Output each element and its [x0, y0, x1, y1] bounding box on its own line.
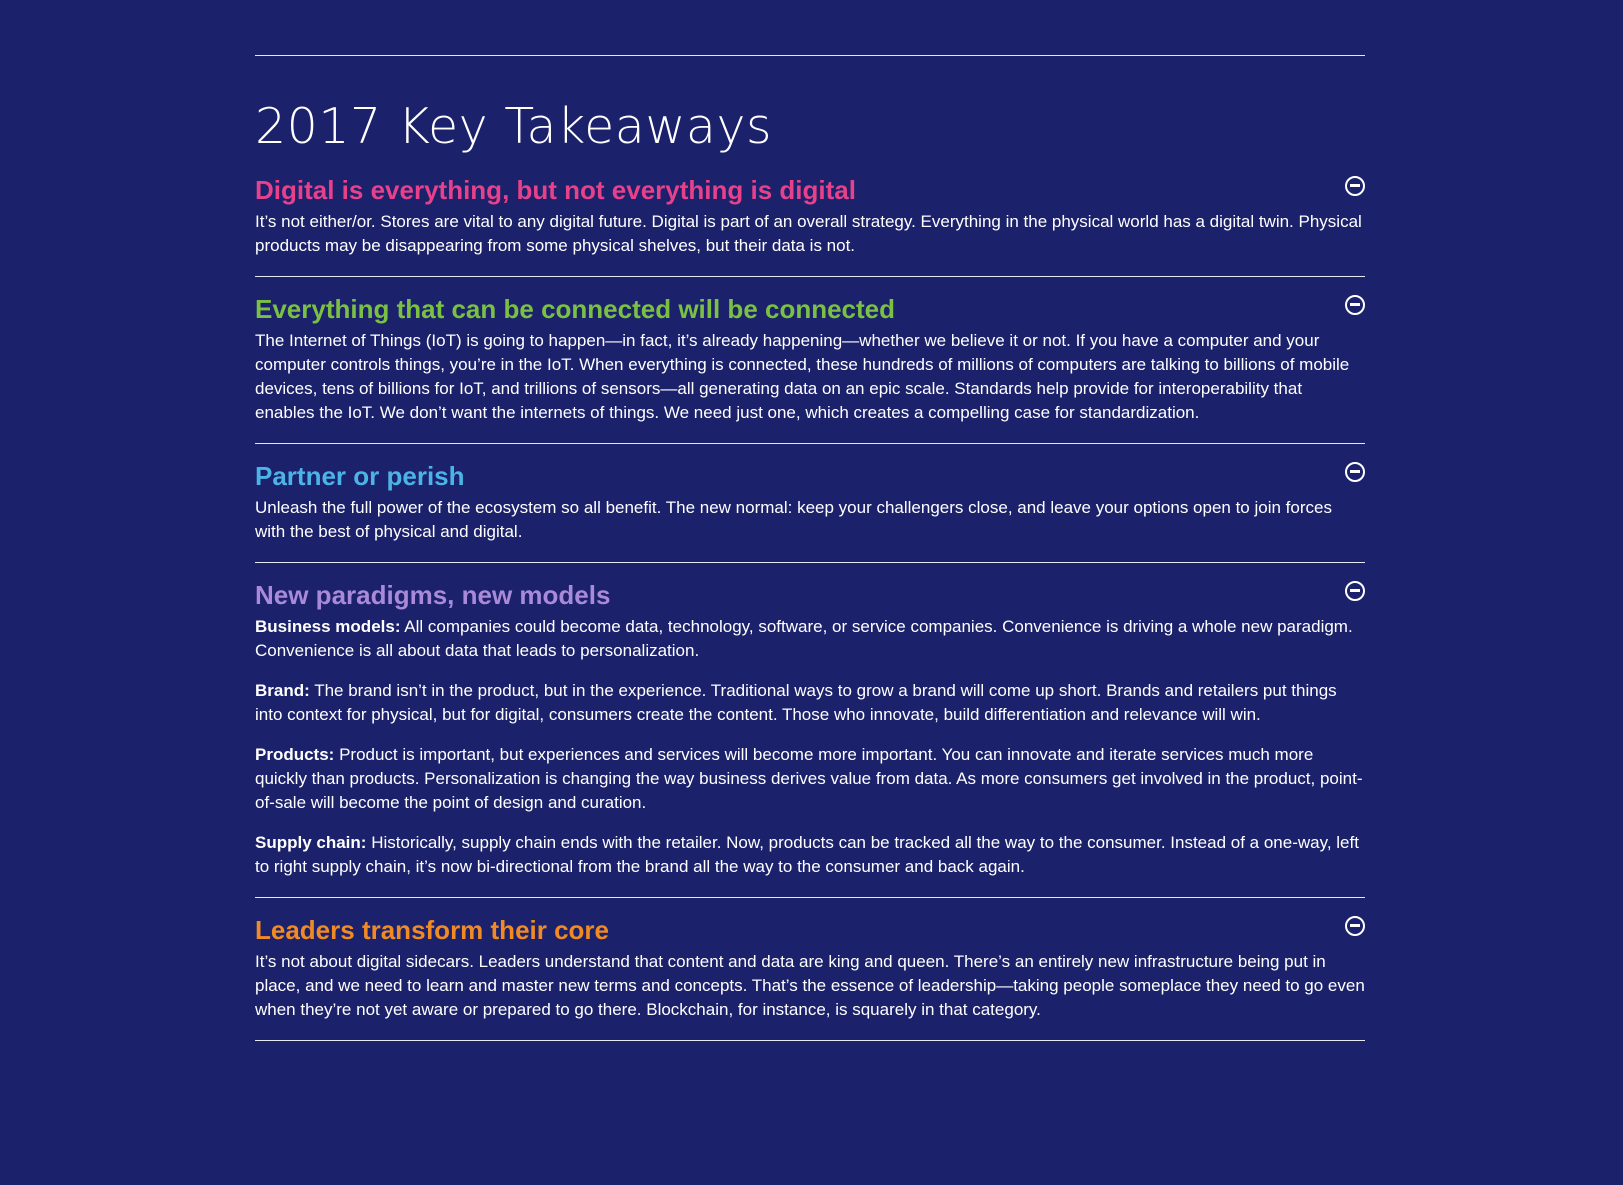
section-leaders: [255, 910, 1365, 1041]
section-title: Everything that can be connected will be connected: [255, 293, 896, 324]
paragraph-label: Products:: [255, 744, 335, 764]
section-title: Leaders transform their core: [255, 914, 610, 945]
section-title: Partner or perish: [255, 460, 465, 491]
paragraph-text: It’s not either/or. Stores are vital to any digital future. Digital is part of an overall strategy. Everything in the physical world has a digital twin. Physical products may be disappearing from some physical shelves, but their data is not.: [255, 211, 1362, 255]
section-paragraph: [255, 743, 1365, 815]
section-paradigms: [255, 575, 1365, 898]
section-header[interactable]: [255, 289, 1365, 329]
paragraph-text: Product is important, but experiences and services will become more important. You can innovate and iterate services much more quickly than products. Personalization is changing the way business derives value from data. As more consumers get involved in the product, point-of-sale will become the point of design and curation.: [255, 744, 1363, 812]
section-paragraph: [255, 679, 1365, 727]
minus-circle-icon[interactable]: [1345, 176, 1365, 196]
section-title: New paradigms, new models: [255, 579, 611, 610]
section-paragraph: [255, 831, 1365, 879]
minus-circle-icon[interactable]: [1345, 462, 1365, 482]
paragraph-label: Brand:: [255, 680, 310, 700]
section-digital: [255, 170, 1365, 277]
section-header[interactable]: [255, 910, 1365, 950]
section-header[interactable]: [255, 575, 1365, 615]
takeaways-container: [255, 0, 1365, 1041]
paragraph-text: The Internet of Things (IoT) is going to happen—in fact, it’s already happening—whether we believe it or not. If you have a computer and your computer controls things, you’re in the IoT. When everything is connected, these hundreds of millions of computers are talking to billions of mobile devices, tens of billions for IoT, and trillions of sensors—all generating data on an epic scale. Standards help provide for interoperability that enables the IoT. We don’t want the internets of things. We need just one, which creates a compelling case for standardization.: [255, 330, 1350, 422]
minus-circle-icon[interactable]: [1345, 581, 1365, 601]
paragraph-text: The brand isn’t in the product, but in the experience. Traditional ways to grow a brand will come up short. Brands and retailers put things into context for physical, but for digital, consumers create the content. Those who innovate, build differentiation and relevance will win.: [255, 680, 1337, 724]
section-header[interactable]: [255, 170, 1365, 210]
section-paragraph: [255, 329, 1365, 425]
minus-circle-icon[interactable]: [1345, 916, 1365, 936]
paragraph-text: Historically, supply chain ends with the retailer. Now, products can be tracked all the way to the consumer. Instead of a one-way, left to right supply chain, it’s now bi-directional from the brand all the way to the consumer and back again.: [255, 832, 1359, 876]
section-paragraph: [255, 210, 1365, 258]
section-title: Digital is everything, but not everything is digital: [255, 174, 856, 205]
page-title: 2017 Key Takeaways: [255, 98, 772, 155]
section-partner: [255, 456, 1365, 563]
minus-circle-icon[interactable]: [1345, 295, 1365, 315]
top-divider: [255, 55, 1365, 56]
paragraph-label: Supply chain:: [255, 832, 367, 852]
paragraph-label: Business models:: [255, 616, 401, 636]
paragraph-text: It’s not about digital sidecars. Leaders understand that content and data are king and queen. There’s an entirely new infrastructure being put in place, and we need to learn and master new terms and concepts. That’s the essence of leadership—taking people someplace they need to go even when they’re not yet aware or prepared to go there. Blockchain, for instance, is squarely in that category.: [255, 951, 1365, 1019]
section-paragraph: [255, 615, 1365, 663]
paragraph-text: Unleash the full power of the ecosystem so all benefit. The new normal: keep your challengers close, and leave your options open to join forces with the best of physical and digital.: [255, 497, 1332, 541]
section-paragraph: [255, 496, 1365, 544]
section-paragraph: [255, 950, 1365, 1022]
section-connected: [255, 289, 1365, 444]
section-header[interactable]: [255, 456, 1365, 496]
paragraph-text: All companies could become data, technology, software, or service companies. Convenience is driving a whole new paradigm. Convenience is all about data that leads to personalization.: [255, 616, 1353, 660]
